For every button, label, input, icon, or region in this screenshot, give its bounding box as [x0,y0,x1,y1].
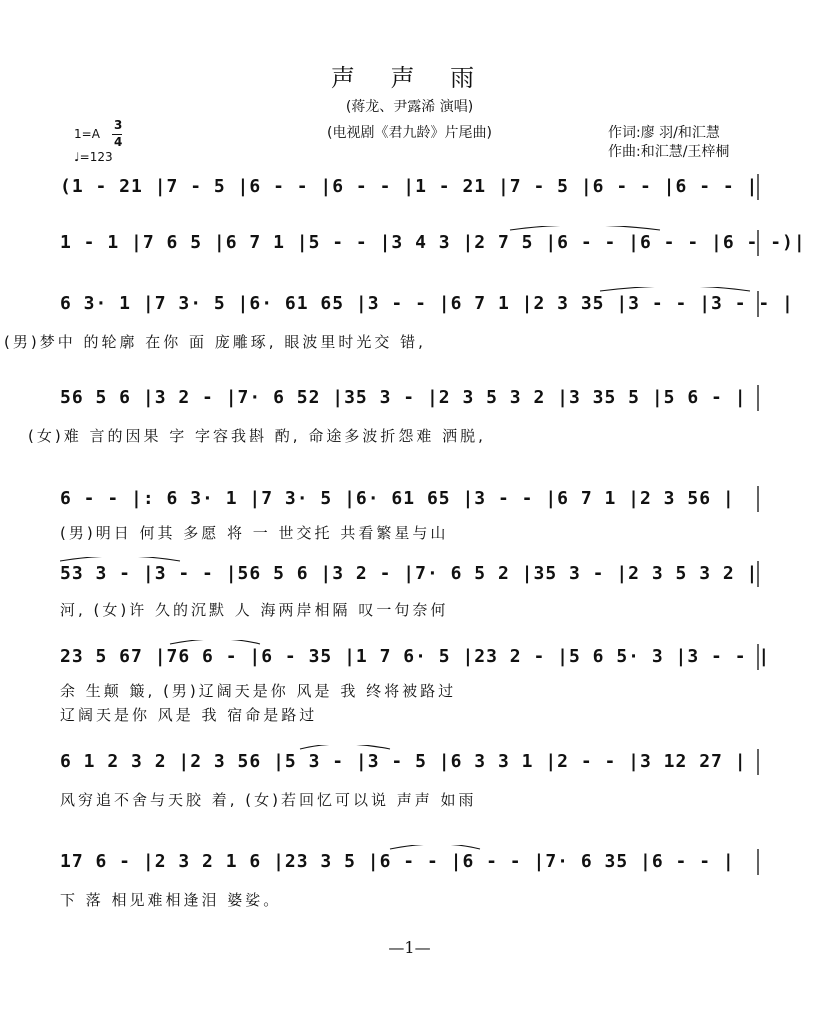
source-note: (电视剧《君九龄》片尾曲) [327,125,492,141]
composer-credit: 作曲:和汇慧/王梓桐 [608,144,730,160]
page-number: —1— [388,938,431,957]
time-signature-bottom: 4 [114,135,123,149]
quarter-note-icon: ♩ [74,150,80,164]
lyric-line: 风穷追不舍与天胶 着, (女)若回忆可以说 声声 如雨 [60,791,477,809]
lyric-line: 下 落 相见难相逢泪 婆娑。 [60,891,282,909]
lyricist-credit: 作词:廖 羽/和汇慧 [608,125,720,141]
notation-line: 6 - - |: 6 3· 1 |7 3· 5 |6· 61 65 |3 - - |6 7 1 |2 3 56 | [60,488,735,509]
notation-line: 56 5 6 |3 2 - |7· 6 52 |35 3 - |2 3 5 3 2 |3 35 5 |5 6 - | [60,387,747,408]
lyric-line: 河, (女)许 久的沉默 人 海两岸相隔 叹一句奈何 [60,601,449,619]
time-signature-top: 3 [114,118,123,132]
notation-line: 1 - 1 |7 6 5 |6 7 1 |5 - - |3 4 3 |2 7 5 |6 - - |6 - - |6 - -)| [60,232,806,253]
notation-line: 6 3· 1 |7 3· 5 |6· 61 65 |3 - - |6 7 1 |2 3 35 |3 - - |3 - - | [60,293,794,314]
notation-line: (1 - 21 |7 - 5 |6 - - |6 - - |1 - 21 |7 - 5 |6 - - |6 - - | [60,176,759,197]
key-signature: 1=A [74,127,100,141]
lyric-line: (女)难 言的因果 字 字容我斟 酌, 命途多波折怨难 洒脱, [28,427,486,445]
notation-line: 23 5 67 |76 6 - |6 - 35 |1 7 6· 5 |23 2 - |5 6 5· 3 |3 - - | [60,646,771,667]
notation-line: 6 1 2 3 2 |2 3 56 |5 3 - |3 - 5 |6 3 3 1 |2 - - |3 12 27 | [60,751,747,772]
lyric-line: (男)梦中 的轮廓 在你 面 庞雕琢, 眼波里时光交 错, [4,333,426,351]
tempo-marking: ♩=123 [74,150,113,164]
lyric-line-alt: 辽阔天是你 风是 我 宿命是路过 [60,706,318,724]
song-title: 声 声 雨 [330,64,489,92]
notation-line: 17 6 - |2 3 2 1 6 |23 3 5 |6 - - |6 - - |7· 6 35 |6 - - | [60,851,735,872]
lyric-line: 余 生颠 簸, (男)辽阔天是你 风是 我 终将被路过 [60,682,457,700]
lyric-line: (男)明日 何其 多愿 将 一 世交托 共看繁星与山 [60,524,449,542]
notation-line: 53 3 - |3 - - |56 5 6 |3 2 - |7· 6 5 2 |35 3 - |2 3 5 3 2 | [60,563,759,584]
performers: (蒋龙、尹露浠 演唱) [345,99,474,115]
